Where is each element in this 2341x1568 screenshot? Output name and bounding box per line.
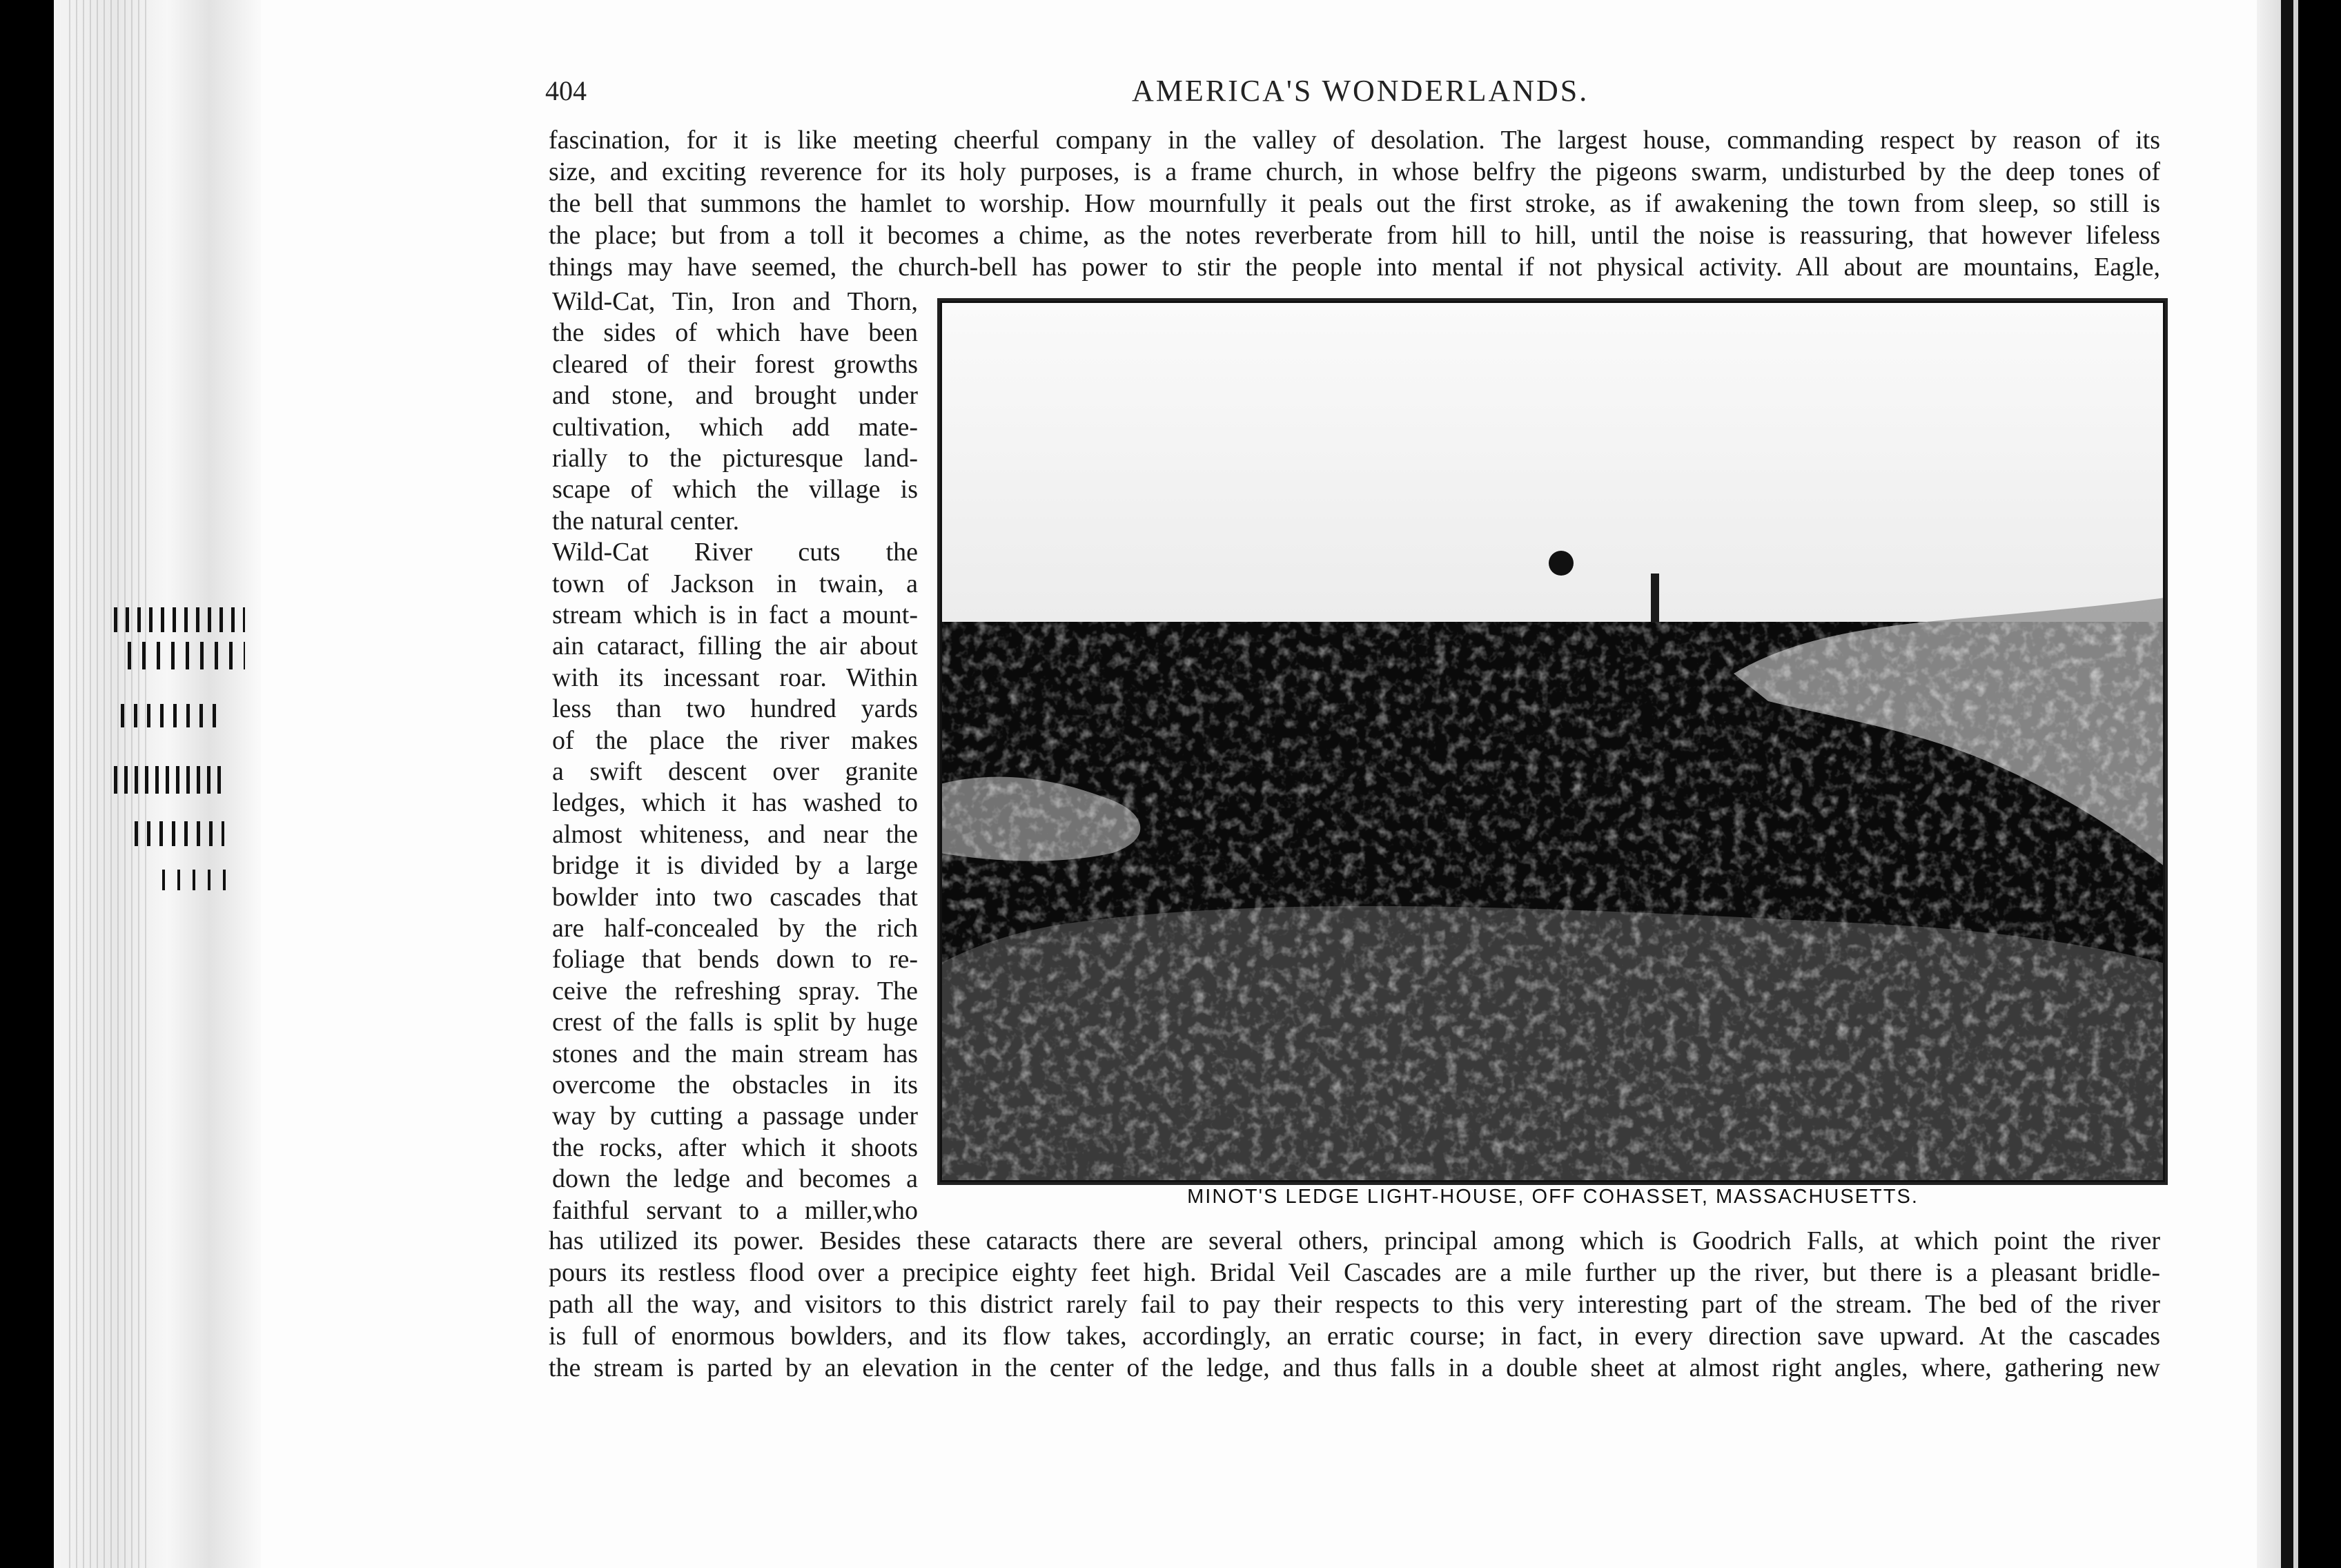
text-line: is full of enormous bowlders, and its flow takes, accordingly, an erratic course; in fact, in every direction save upward. At the cascades <box>549 1322 2160 1351</box>
text-line: stream which is in fact a mount- <box>552 600 918 629</box>
text-line: the bell that summons the hamlet to worship. How mournfully it peals out the first stroke, as if awakening the town from sleep, so still is <box>549 189 2160 218</box>
text-line: things may have seemed, the church-bell has power to stir the people into mental if not physical activity. All about are mountains, Eagle, <box>549 253 2160 282</box>
photo-grain <box>940 622 2165 1182</box>
text-line: Wild-Cat River cuts the <box>552 538 918 567</box>
text-line: the natural center. <box>552 506 740 536</box>
text-line: the sides of which have been <box>552 318 918 348</box>
text-line: path all the way, and visitors to this district rarely fail to pay their respects to this very interesting part of the stream. The bed of the river <box>549 1290 2160 1319</box>
photo-sky <box>940 301 2165 625</box>
text-line: less than two hundred yards <box>552 694 918 724</box>
text-line: the place; but from a toll it becomes a chime, as the notes reverberate from hill to hill, until the noise is reassuring, that however lifeless <box>549 221 2160 250</box>
text-line: fascination, for it is like meeting cheerful company in the valley of desolation. The largest house, commanding respect by reason of its <box>549 126 2160 155</box>
text-line: foliage that bends down to re- <box>552 945 918 974</box>
text-line: town of Jackson in twain, a <box>552 569 918 598</box>
page-binding-edge <box>2281 0 2293 1568</box>
text-line: way by cutting a passage under <box>552 1101 918 1131</box>
text-line: scape of which the village is <box>552 475 918 504</box>
lighthouse <box>1651 574 1659 622</box>
text-line: pours its restless flood over a precipice eighty feet high. Bridal Veil Cascades are a mile further up the river, but there is a pleasant bridle- <box>549 1258 2160 1287</box>
running-head: AMERICA'S WONDERLANDS. <box>1132 74 1589 108</box>
text-line: ain cataract, filling the air about <box>552 631 918 661</box>
text-line: overcome the obstacles in its <box>552 1070 918 1099</box>
text-line: size, and exciting reverence for its holy purposes, is a frame church, in whose belfry the pigeons swarm, undisturbed by the deep tones of <box>549 157 2160 186</box>
page-edge-marks <box>114 594 252 904</box>
text-line: of the place the river makes <box>552 725 918 755</box>
text-line: the rocks, after which it shoots <box>552 1133 918 1162</box>
photograph-frame <box>937 298 2168 1185</box>
text-line: with its incessant roar. Within <box>552 663 918 692</box>
text-line: almost whiteness, and near the <box>552 819 918 849</box>
text-line: rially to the picturesque land- <box>552 444 918 473</box>
text-line: bridge it is divided by a large <box>552 851 918 881</box>
text-line: down the ledge and becomes a <box>552 1164 918 1194</box>
text-line: ceive the refreshing spray. The <box>552 976 918 1006</box>
text-line: cleared of their forest growths <box>552 349 918 379</box>
text-line: faithful servant to a miller,who <box>552 1195 918 1225</box>
text-line: has utilized its power. Besides these cataracts there are several others, principal among which is Goodrich Falls, at which point the river <box>549 1226 2160 1255</box>
lighthouse-photograph <box>940 301 2165 1182</box>
text-line: ledges, which it has washed to <box>552 788 918 818</box>
text-line: and stone, and brought under <box>552 381 918 411</box>
text-line: a swift descent over granite <box>552 757 918 786</box>
figure-caption: MINOT'S LEDGE LIGHT-HOUSE, OFF COHASSET, MASSACHUSETTS. <box>1187 1186 1919 1208</box>
text-line: Wild-Cat, Tin, Iron and Thorn, <box>552 287 918 316</box>
text-line: are half-concealed by the rich <box>552 914 918 943</box>
text-line: bowlder into two cascades that <box>552 882 918 912</box>
text-line: stones and the main stream has <box>552 1039 918 1068</box>
text-line: the stream is parted by an elevation in the center of the ledge, and thus falls in a double sheet at almost right angles, where, gathering new <box>549 1353 2160 1382</box>
photo-spot <box>1549 551 1574 576</box>
page-number: 404 <box>545 75 587 106</box>
text-line: cultivation, which add mate- <box>552 412 918 442</box>
text-line: crest of the falls is split by huge <box>552 1008 918 1037</box>
